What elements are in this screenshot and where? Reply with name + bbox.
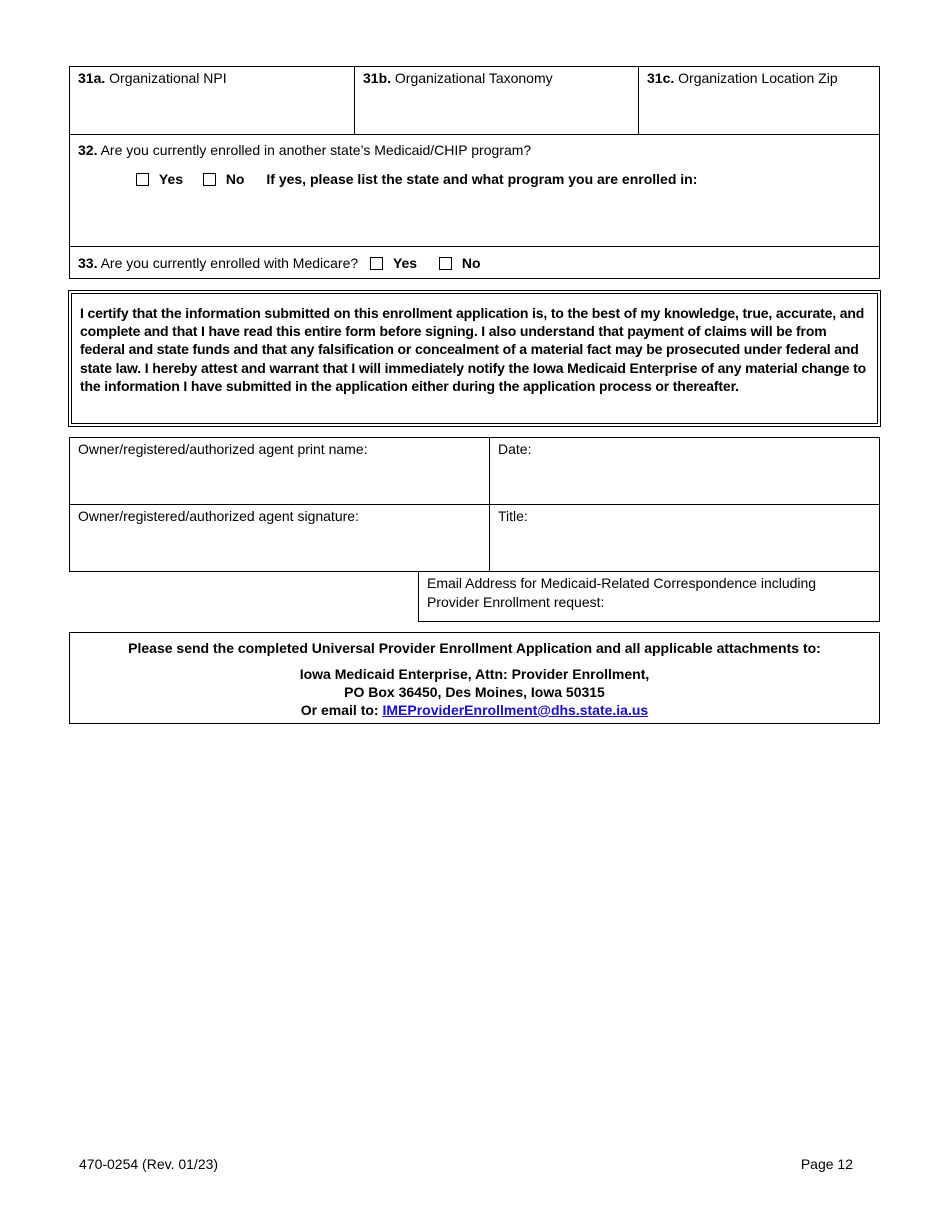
field-31c-number: 31c. <box>647 70 675 86</box>
field-31a[interactable] <box>70 67 354 134</box>
q32-no-checkbox[interactable] <box>203 173 216 186</box>
q33-no-checkbox[interactable] <box>439 257 452 270</box>
field-31b-number: 31b. <box>363 70 392 86</box>
q32-no-label: No <box>225 171 245 187</box>
date-label: Date: <box>498 441 532 457</box>
q32-yes-label: Yes <box>158 171 184 187</box>
mailing-instruction: Please send the completed Universal Provider Enrollment Application and all applicable attachments to: <box>128 640 821 656</box>
page-number: Page 12 <box>800 1156 853 1172</box>
email-prefix: Or email to: <box>300 702 383 718</box>
provider-info-table <box>69 66 880 279</box>
field-31b-label: Organizational Taxonomy <box>394 70 553 86</box>
signature-field[interactable] <box>70 505 489 571</box>
email-line <box>70 701 879 719</box>
q33-no-label: No <box>461 255 481 271</box>
question-33-number: 33. <box>78 255 98 271</box>
field-31a-label: Organizational NPI <box>109 70 227 86</box>
certification-text: I certify that the information submitted on this enrollment application is, to the best of my knowledge, true, accurate, and complete and that I have read this entire form before signing. I also understand that payment of claims will be from federal and state funds and that any falsification or concealment of a material fact may be prosecuted under federal and state law. I hereby attest and warrant that I will immediately notify the Iowa Medicaid Enterprise of any material change to the information I have submitted in the application either during the application process or thereafter. <box>80 305 867 394</box>
print-name-field[interactable] <box>70 438 489 504</box>
field-31a-number: 31a. <box>78 70 106 86</box>
form-number: 470-0254 (Rev. 01/23) <box>79 1156 219 1172</box>
question-32-options <box>136 171 697 187</box>
field-31c-label: Organization Location Zip <box>678 70 838 86</box>
mailing-address-line2: PO Box 36450, Des Moines, Iowa 50315 <box>344 684 605 700</box>
q33-yes-checkbox[interactable] <box>370 257 383 270</box>
question-32-text: Are you currently enrolled in another state’s Medicaid/CHIP program? <box>100 142 532 158</box>
signature-label: Owner/registered/authorized agent signature: <box>78 508 359 524</box>
question-33 <box>70 252 879 274</box>
question-33-text: Are you currently enrolled with Medicare? <box>100 255 359 271</box>
enrollment-email-link[interactable]: IMEProviderEnrollment@dhs.state.ia.us <box>382 702 649 718</box>
title-label: Title: <box>498 508 528 524</box>
print-name-label: Owner/registered/authorized agent print name: <box>78 441 368 457</box>
certification-box <box>68 290 881 427</box>
question-32 <box>70 139 879 161</box>
email-field[interactable] <box>419 572 879 621</box>
title-field[interactable] <box>490 505 879 571</box>
signature-table <box>69 437 880 622</box>
date-field[interactable] <box>490 438 879 504</box>
question-32-number: 32. <box>78 142 98 158</box>
q32-followup: If yes, please list the state and what program you are enrolled in: <box>266 171 698 187</box>
q33-yes-label: Yes <box>392 255 418 271</box>
field-31c[interactable] <box>639 67 879 134</box>
mailing-address-line1: Iowa Medicaid Enterprise, Attn: Provider Enrollment, <box>299 666 650 682</box>
q32-yes-checkbox[interactable] <box>136 173 149 186</box>
mailing-instructions-box <box>69 632 880 724</box>
field-31b[interactable] <box>355 67 638 134</box>
email-field-label: Email Address for Medicaid-Related Correspondence including Provider Enrollment request: <box>427 575 817 610</box>
